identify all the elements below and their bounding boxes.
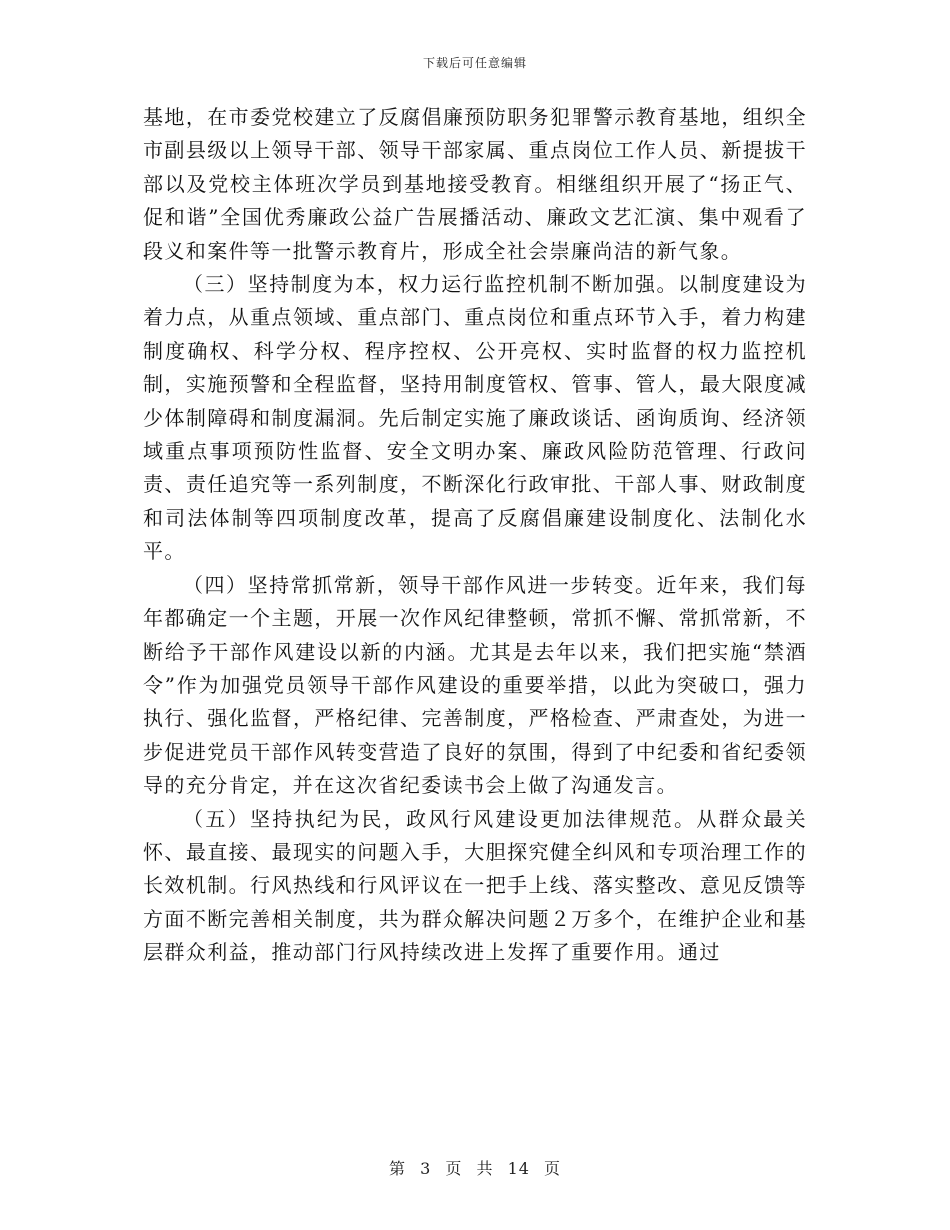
footer-current-page: 3 [420,1159,432,1178]
footer-total-pages: 14 [507,1159,530,1178]
paragraph-4: （五）坚持执纪为民，政风行风建设更加法律规范。从群众最关怀、最直接、最现实的问题入手，大胆探究健全纠风和专项治理工作的长效机制。行风热线和行风评议在一把手上线、落实整改、意见反馈等方面不断完善相关制度，共为群众解决问题２万多个，在维护企业和基层群众利益，推动部门行风持续改进上发挥了重要作用。通过 [143,806,807,965]
header-note: 下载后可任意编辑 [422,56,527,70]
footer-label-unit: 页 [445,1159,463,1178]
paragraph-2: （三）坚持制度为本，权力运行监控机制不断加强。以制度建设为着力点，从重点领域、重点部门、重点岗位和重点环节入手，着力构建制度确权、科学分权、程序控权、公开亮权、实时监督的权力监控机制，实施预警和全程监督，坚持用制度管权、管事、管人，最大限度减少体制障碍和制度漏洞。先后制定实施了廉政谈话、函询质询、经济领域重点事项预防性监督、安全文明办案、廉政风险防范管理、行政问责、责任追究等一系列制度，不断深化行政审批、干部人事、财政制度和司法体制等四项制度改革，提高了反腐倡廉建设制度化、法制化水平。 [143,272,807,564]
paragraph-1: 基地，在市委党校建立了反腐倡廉预防职务犯罪警示教育基地，组织全市副县级以上领导干部、领导干部家属、重点岗位工作人员、新提拔干部以及党校主体班次学员到基地接受教育。相继组织开展了“扬正气、促和谐”全国优秀廉政公益广告展播活动、廉政文艺汇演、集中观看了段义和案件等一批警示教育片，形成全社会崇廉尚洁的新气象。 [143,105,807,263]
paragraph-3: （四）坚持常抓常新，领导干部作风进一步转变。近年来，我们每年都确定一个主题，开展一次作风纪律整顿，常抓不懈、常抓常新，不断给予干部作风建设以新的内涵。尤其是去年以来，我们把实施“禁酒令”作为加强党员领导干部作风建设的重要举措，以此为突破口，强力执行、强化监督，严格纪律、完善制度，严格检查、严肃查处，为进一步促进党员干部作风转变营造了良好的氛围，得到了中纪委和省纪委领导的充分肯定，并在这次省纪委读书会上做了沟通发言。 [143,572,807,798]
footer-label-end: 页 [544,1159,562,1178]
footer-label-total: 共 [476,1159,494,1178]
body-text [143,101,807,970]
page-number-footer [0,1156,950,1179]
footer-label-page: 第 [388,1159,406,1178]
